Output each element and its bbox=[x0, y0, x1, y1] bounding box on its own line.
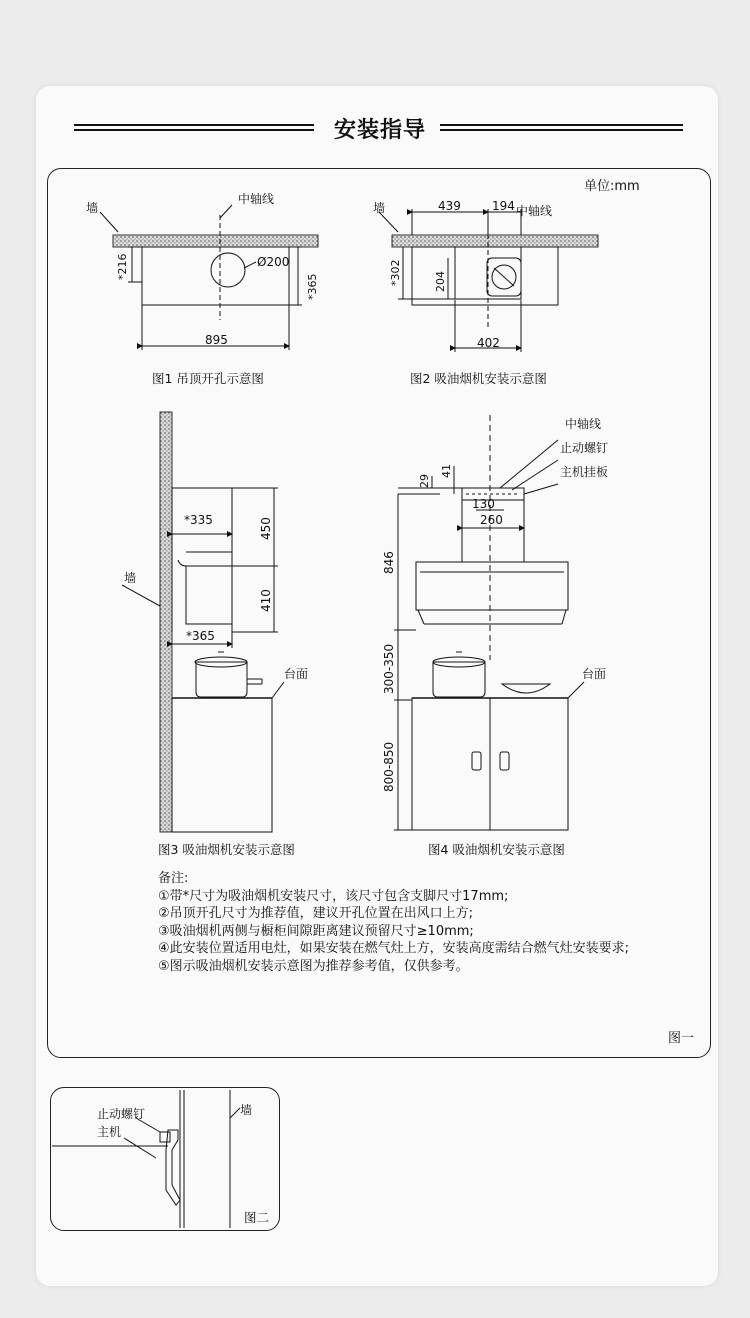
figure4-screw-label: 止动螺钉 bbox=[560, 441, 609, 455]
figure2-wall-label: 墙 bbox=[373, 201, 386, 215]
figure4-dim-cabinet: 800-850 bbox=[382, 741, 396, 792]
figure4-caption: 图4 吸油烟机安装示意图 bbox=[428, 842, 565, 857]
figure1-dim-height: *365 bbox=[306, 273, 319, 300]
figure1-drawing bbox=[100, 205, 318, 350]
figure3-drawing bbox=[122, 412, 284, 832]
figure1-dim-hole: Ø200 bbox=[257, 255, 290, 269]
figure1-dim-width: 895 bbox=[205, 333, 228, 347]
figure3-dim-450: 450 bbox=[259, 517, 273, 540]
figure-two-tag: 图二 bbox=[244, 1210, 270, 1225]
note-item: ③吸油烟机两侧与橱柜间隙距离建议预留尺寸≥10mm; bbox=[158, 923, 474, 939]
figure1-caption: 图1 吊顶开孔示意图 bbox=[152, 371, 264, 386]
unit-label: 单位:mm bbox=[584, 179, 640, 194]
figure4-dim-29: 29 bbox=[418, 474, 431, 488]
figure1-center-label: 中轴线 bbox=[238, 192, 275, 206]
page-title: 安装指导 bbox=[333, 118, 426, 143]
figure-two-screw-label: 止动螺钉 bbox=[97, 1107, 146, 1121]
figure2-dim-offset: 439 bbox=[438, 199, 461, 213]
figure2-dim-width: 402 bbox=[477, 336, 500, 350]
figure2-ceiling bbox=[392, 235, 598, 247]
figure-two-wall-label: 墙 bbox=[240, 1103, 253, 1117]
figure3-dim-365: *365 bbox=[186, 629, 215, 643]
figure3-dim-410: 410 bbox=[259, 589, 273, 612]
figure1-dim-depth: *216 bbox=[116, 253, 129, 280]
figure2-drawing bbox=[379, 209, 598, 352]
notes-heading: 备注: bbox=[158, 871, 189, 886]
note-item: ④此安装位置适用电灶，如果安装在燃气灶上方，安装高度需结合燃气灶安装要求; bbox=[158, 941, 630, 956]
figure3-cabinet bbox=[172, 698, 272, 832]
figure4-dim-260: 260 bbox=[480, 513, 503, 527]
figure4-dim-130: 130 bbox=[472, 497, 495, 511]
figure4-dim-846: 846 bbox=[382, 551, 396, 574]
figure3-caption: 图3 吸油烟机安装示意图 bbox=[158, 842, 295, 857]
figure4-dim-41: 41 bbox=[440, 464, 453, 478]
figure2-center-label: 中轴线 bbox=[516, 204, 553, 218]
figure3-wall-label: 墙 bbox=[124, 571, 137, 585]
figure4-hood bbox=[416, 562, 568, 610]
figure3-counter-label: 台面 bbox=[284, 667, 309, 681]
figure1-wall-label: 墙 bbox=[86, 201, 99, 215]
figure2-dim-body: 204 bbox=[434, 271, 447, 292]
figure4-dim-gap: 300-350 bbox=[382, 643, 396, 694]
figure4-wok bbox=[502, 684, 550, 693]
figure4-counter-label: 台面 bbox=[582, 667, 607, 681]
figure4-bracket-label: 主机挂板 bbox=[560, 465, 609, 479]
figure3-hood bbox=[186, 566, 232, 624]
figure1-ceiling bbox=[113, 235, 318, 247]
figure2-dim-hole: 194 bbox=[492, 199, 515, 213]
figure-two-host-label: 主机 bbox=[97, 1125, 122, 1139]
figure2-dim-depth: *302 bbox=[389, 259, 402, 286]
figure4-center-label: 中轴线 bbox=[565, 417, 602, 431]
notes-block bbox=[158, 870, 629, 975]
note-item: ⑤图示吸油烟机安装示意图为推荐参考值，仅供参考。 bbox=[158, 958, 469, 974]
figure3-dim-335: *335 bbox=[184, 513, 213, 527]
note-item: ①带*尺寸为吸油烟机安装尺寸，该尺寸包含支脚尺寸17mm; bbox=[158, 888, 509, 904]
figure-one-tag: 图一 bbox=[668, 1031, 695, 1046]
note-item: ②吊顶开孔尺寸为推荐值，建议开孔位置在出风口上方; bbox=[158, 906, 474, 921]
figure3-wall bbox=[160, 412, 172, 832]
figure1-duct-hole bbox=[211, 253, 245, 287]
figure2-caption: 图2 吸油烟机安装示意图 bbox=[410, 371, 547, 386]
